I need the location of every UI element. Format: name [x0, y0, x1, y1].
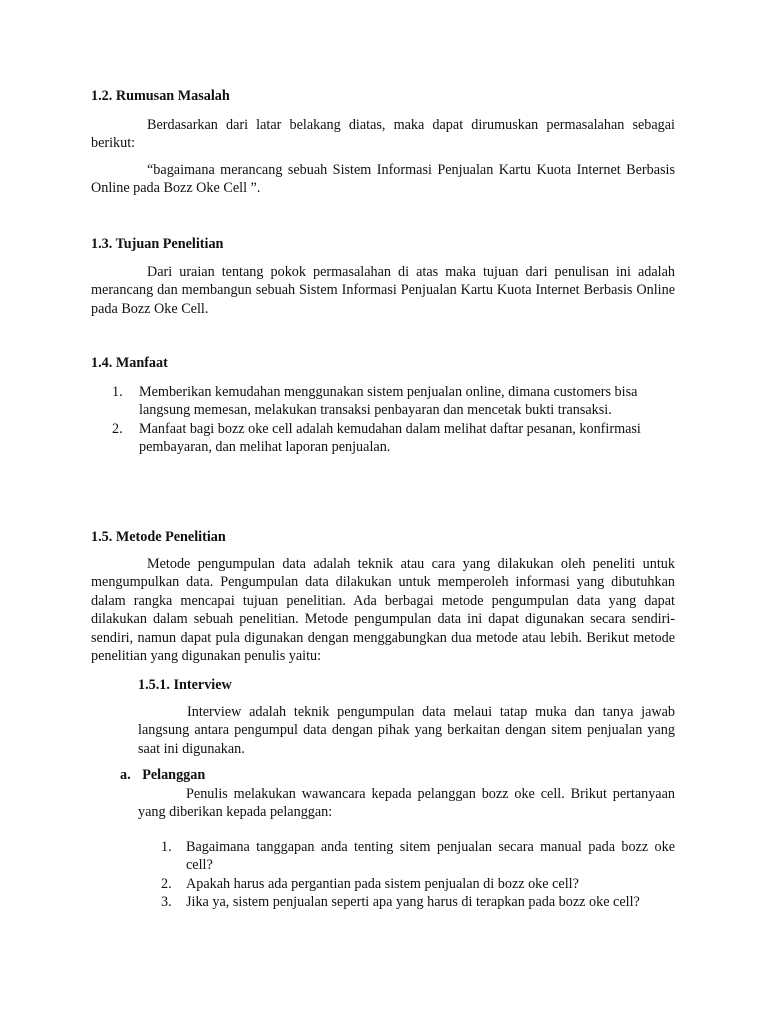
- list-item-text: Jika ya, sistem penjualan seperti apa yang harus di terapkan pada bozz oke cell?: [186, 894, 640, 911]
- pertanyaan-list: [138, 838, 675, 912]
- heading-manfaat: 1.4. Manfaat: [91, 355, 168, 371]
- list-item-number: 1.: [112, 384, 123, 400]
- list-item-number: 3.: [161, 894, 172, 911]
- list-item: [91, 383, 675, 420]
- list-item-number: 2.: [112, 420, 123, 437]
- list-item: [138, 838, 675, 875]
- manfaat-list: [91, 383, 675, 457]
- list-item-text: Memberikan kemudahan menggunakan sistem penjualan online, dimana customers bisa langsung memesan, melakukan transaksi penbayaran dan mencetak bukti transaksi.: [139, 384, 638, 419]
- list-item: [138, 875, 675, 893]
- subheading-marker: a.: [120, 767, 131, 783]
- list-item-number: 2.: [161, 875, 172, 892]
- heading-rumusan-masalah: 1.2. Rumusan Masalah: [91, 88, 230, 104]
- subheading-label: Pelanggan: [142, 767, 206, 783]
- paragraph-rumusan-intro: Berdasarkan dari latar belakang diatas, maka dapat dirumuskan permasalahan sebagai berikut:: [91, 117, 675, 152]
- heading-metode-penelitian: 1.5. Metode Penelitian: [91, 529, 226, 545]
- list-item: [91, 420, 675, 457]
- list-item-number: 1.: [161, 839, 172, 855]
- paragraph-metode: Metode pengumpulan data adalah teknik atau cara yang dilakukan oleh peneliti untuk mengumpulkan data. Pengumpulan data dilakukan untuk memperoleh informasi yang dibutuhkan dalam rangka mencapai tujuan penelitian. Ada berbagai metode pengumpulan data yang dapat dilakukan dalam sebuah penelitian. Metode pengumpulan data ini dapat digunakan secara sendiri-sendiri, namun dapat pula digunakan dengan menggabungkan dua metode atau lebih. Berikut metode penelitian yang digunakan penulis yaitu:: [91, 556, 675, 665]
- list-item: [138, 893, 675, 911]
- paragraph-tujuan: Dari uraian tentang pokok permasalahan di atas maka tujuan dari penulisan ini adalah merancang dan membangun sebuah Sistem Informasi Penjualan Kartu Kuota Internet Berbasis Online pada Bozz Oke Cell.: [91, 264, 675, 317]
- list-item-text: Apakah harus ada pergantian pada sistem penjualan di bozz oke cell?: [186, 875, 579, 892]
- paragraph-rumusan-quote: “bagaimana merancang sebuah Sistem Informasi Penjualan Kartu Kuota Internet Berbasis Online pada Bozz Oke Cell ”.: [91, 162, 675, 197]
- list-item-text: Bagaimana tanggapan anda tenting sitem penjualan secara manual pada bozz oke cell?: [186, 839, 675, 874]
- heading-interview: 1.5.1. Interview: [138, 677, 232, 693]
- subheading-pelanggan: [120, 766, 675, 784]
- list-item-text: Manfaat bagi bozz oke cell adalah kemudahan dalam melihat daftar pesanan, konfirmasi pembayaran, dan melihat laporan penjualan.: [139, 420, 641, 456]
- paragraph-interview: Interview adalah teknik pengumpulan data melaui tatap muka dan tanya jawab langsung antara pengumpul data dengan pihak yang berkaitan dengan sitem penjualan yang saat ini digunakan.: [138, 704, 675, 757]
- paragraph-pelanggan: Penulis melakukan wawancara kepada pelanggan bozz oke cell. Brikut pertanyaan yang diberikan kepada pelanggan:: [138, 786, 675, 821]
- heading-tujuan-penelitian: 1.3. Tujuan Penelitian: [91, 236, 224, 252]
